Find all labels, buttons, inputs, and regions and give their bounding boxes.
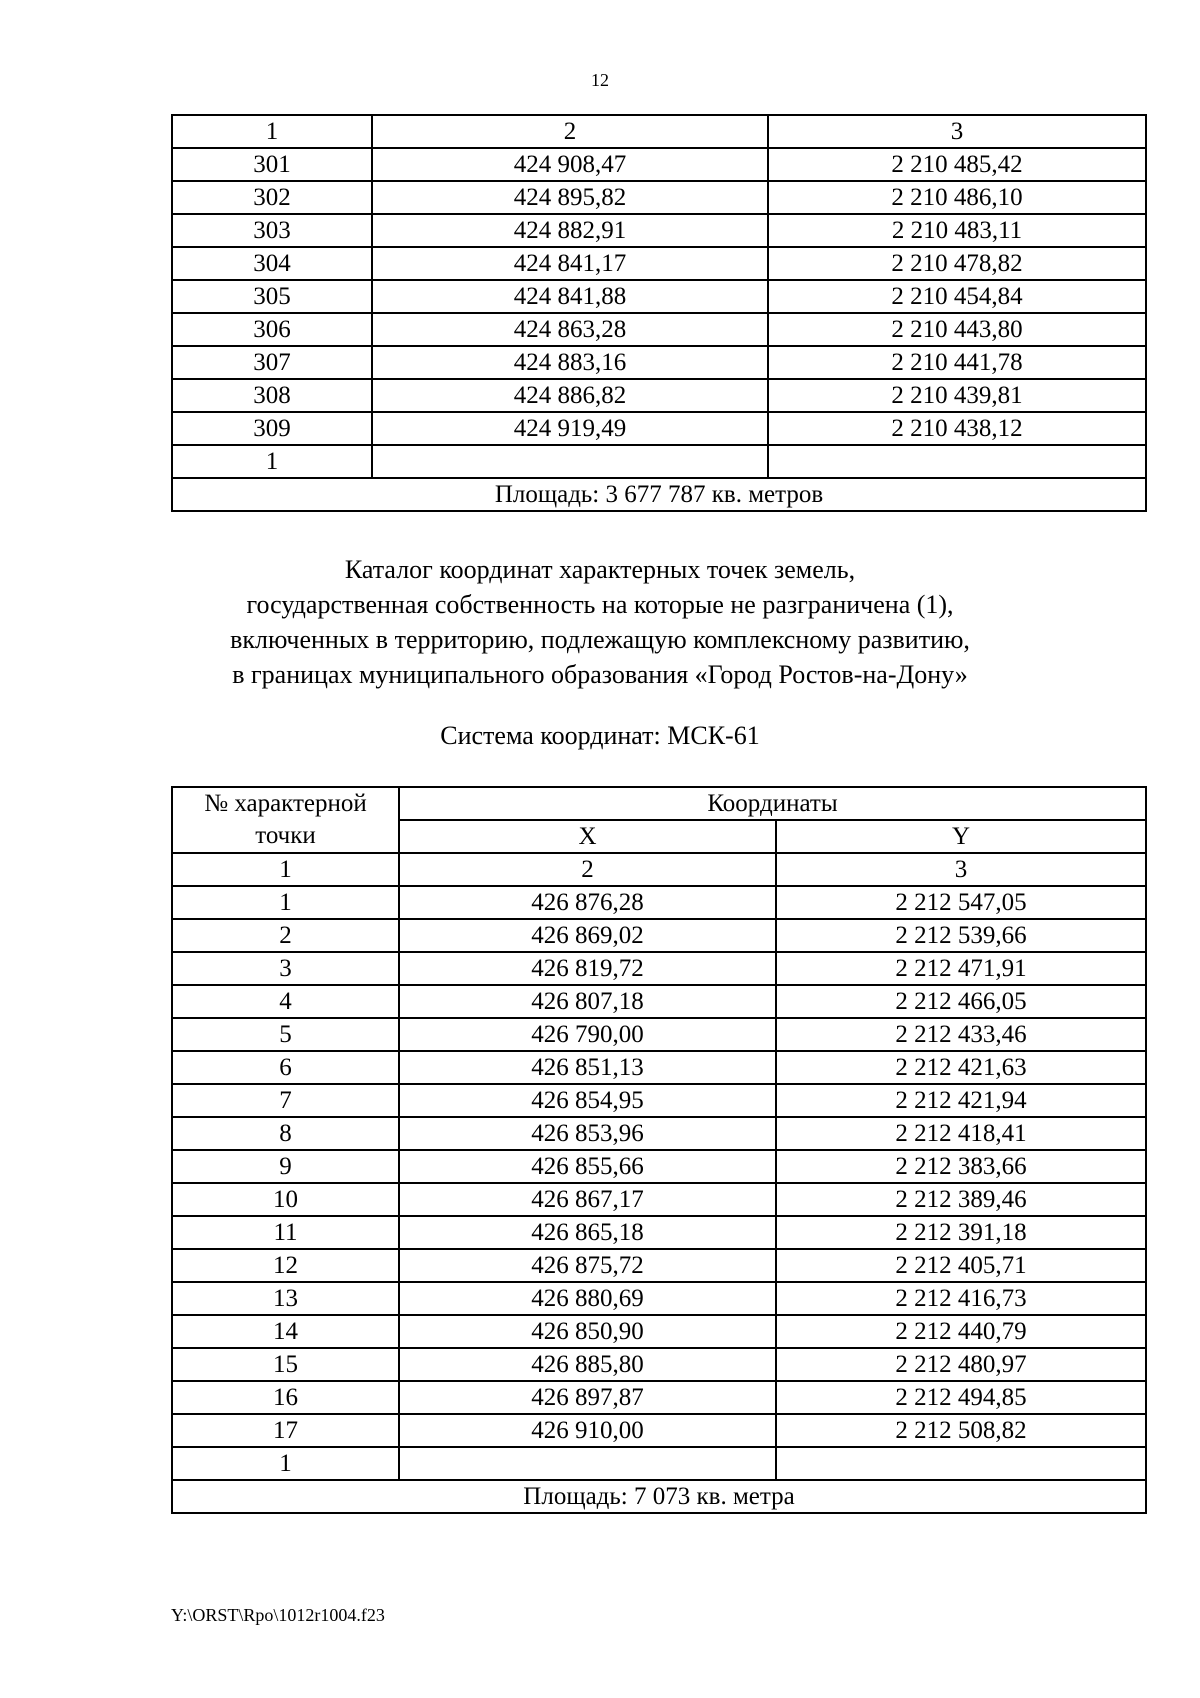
point-number: 301 [172, 148, 372, 181]
y-coordinate: 2 210 438,12 [768, 412, 1146, 445]
column-number: 1 [172, 853, 399, 886]
table-row [172, 985, 1146, 1018]
y-coordinate: 2 212 383,66 [776, 1150, 1146, 1183]
table-row [172, 1282, 1146, 1315]
point-number: 2 [172, 919, 399, 952]
point-number: 9 [172, 1150, 399, 1183]
x-coordinate: 424 882,91 [372, 214, 768, 247]
x-coordinate: 426 869,02 [399, 919, 776, 952]
table-row [172, 1381, 1146, 1414]
table-row [172, 346, 1146, 379]
x-coordinate: 426 876,28 [399, 886, 776, 919]
area-row [172, 1480, 1146, 1513]
catalog-title [0, 552, 1200, 692]
y-coordinate: 2 210 454,84 [768, 280, 1146, 313]
y-coordinate: 2 212 539,66 [776, 919, 1146, 952]
table-row [172, 1084, 1146, 1117]
x-coordinate: 426 854,95 [399, 1084, 776, 1117]
catalog-title-line: государственная собственность на которые не разграничена (1), [246, 590, 954, 619]
catalog-title-line: включенных в территорию, подлежащую комплексному развитию, [230, 625, 970, 654]
x-coordinate: 426 910,00 [399, 1414, 776, 1447]
x-coordinate: 426 880,69 [399, 1282, 776, 1315]
x-coordinate: 426 850,90 [399, 1315, 776, 1348]
table-row [172, 313, 1146, 346]
x-coordinate: 426 867,17 [399, 1183, 776, 1216]
area-value: Площадь: 3 677 787 кв. метров [172, 478, 1146, 511]
x-coordinate: 426 855,66 [399, 1150, 776, 1183]
coordinates-table-continued [171, 114, 1147, 512]
x-coordinate: 424 883,16 [372, 346, 768, 379]
point-number: 11 [172, 1216, 399, 1249]
coordinates-header: Координаты [399, 787, 1146, 820]
point-number: 10 [172, 1183, 399, 1216]
y-coordinate: 2 212 433,46 [776, 1018, 1146, 1051]
y-coordinate: 2 210 439,81 [768, 379, 1146, 412]
point-number: 7 [172, 1084, 399, 1117]
x-coordinate: 426 885,80 [399, 1348, 776, 1381]
table-row [172, 1249, 1146, 1282]
x-coordinate [372, 445, 768, 478]
y-coordinate: 2 210 441,78 [768, 346, 1146, 379]
header-cell: 1 [172, 115, 372, 148]
x-coordinate: 426 851,13 [399, 1051, 776, 1084]
x-coordinate: 426 807,18 [399, 985, 776, 1018]
x-coordinate: 426 875,72 [399, 1249, 776, 1282]
y-coordinate: 2 212 391,18 [776, 1216, 1146, 1249]
page-number: 12 [591, 70, 609, 90]
column-number: 3 [776, 853, 1146, 886]
coordinates-table [171, 786, 1147, 1514]
point-number: 8 [172, 1117, 399, 1150]
x-coordinate: 426 819,72 [399, 952, 776, 985]
y-coordinate: 2 212 466,05 [776, 985, 1146, 1018]
point-number: 12 [172, 1249, 399, 1282]
point-number: 305 [172, 280, 372, 313]
header-cell: 3 [768, 115, 1146, 148]
point-number: 304 [172, 247, 372, 280]
x-coordinate [399, 1447, 776, 1480]
table-row [172, 280, 1146, 313]
y-coordinate: 2 212 421,63 [776, 1051, 1146, 1084]
y-coordinate: 2 210 483,11 [768, 214, 1146, 247]
point-number: 17 [172, 1414, 399, 1447]
point-number: 3 [172, 952, 399, 985]
x-coordinate: 426 865,18 [399, 1216, 776, 1249]
y-coordinate: 2 210 485,42 [768, 148, 1146, 181]
point-number: 309 [172, 412, 372, 445]
area-value: Площадь: 7 073 кв. метра [172, 1480, 1146, 1513]
catalog-title-line: Каталог координат характерных точек земель, [344, 555, 856, 584]
y-coordinate: 2 212 547,05 [776, 886, 1146, 919]
point-number: 14 [172, 1315, 399, 1348]
table-row [172, 1183, 1146, 1216]
y-coordinate: 2 212 416,73 [776, 1282, 1146, 1315]
point-number: 306 [172, 313, 372, 346]
point-number: 6 [172, 1051, 399, 1084]
point-number: 5 [172, 1018, 399, 1051]
y-coordinate: 2 212 405,71 [776, 1249, 1146, 1282]
table-row [172, 247, 1146, 280]
y-coordinate: 2 212 508,82 [776, 1414, 1146, 1447]
table-row [172, 181, 1146, 214]
y-coordinate [768, 445, 1146, 478]
point-number: 1 [172, 1447, 399, 1480]
table-row [172, 952, 1146, 985]
point-number: 302 [172, 181, 372, 214]
x-coordinate: 424 908,47 [372, 148, 768, 181]
table-row [172, 1348, 1146, 1381]
table-row [172, 1447, 1146, 1480]
y-coordinate: 2 212 421,94 [776, 1084, 1146, 1117]
x-coordinate: 424 886,82 [372, 379, 768, 412]
y-coordinate: 2 212 471,91 [776, 952, 1146, 985]
point-number: 13 [172, 1282, 399, 1315]
x-coordinate: 426 853,96 [399, 1117, 776, 1150]
footer-file-path: Y:\ORST\Rpo\1012r1004.f23 [171, 1605, 385, 1625]
table-row [172, 412, 1146, 445]
x-coordinate: 424 919,49 [372, 412, 768, 445]
y-coordinate: 2 212 418,41 [776, 1117, 1146, 1150]
point-number: 308 [172, 379, 372, 412]
point-number: 307 [172, 346, 372, 379]
point-number: 303 [172, 214, 372, 247]
table-header-row [172, 115, 1146, 148]
catalog-title-line: в границах муниципального образования «Город Ростов-на-Дону» [232, 660, 968, 689]
table-row [172, 1216, 1146, 1249]
table-row [172, 379, 1146, 412]
area-row [172, 478, 1146, 511]
point-number: 1 [172, 445, 372, 478]
point-number-header: № характерной точки [172, 787, 399, 853]
header-cell: 2 [372, 115, 768, 148]
y-coordinate: 2 210 486,10 [768, 181, 1146, 214]
point-number: 4 [172, 985, 399, 1018]
y-coordinate: 2 212 440,79 [776, 1315, 1146, 1348]
point-number: 1 [172, 886, 399, 919]
table-row [172, 214, 1146, 247]
y-header: Y [776, 820, 1146, 853]
x-header: X [399, 820, 776, 853]
y-coordinate: 2 212 389,46 [776, 1183, 1146, 1216]
table-row [172, 148, 1146, 181]
table-row [172, 1051, 1146, 1084]
y-coordinate: 2 212 480,97 [776, 1348, 1146, 1381]
y-coordinate [776, 1447, 1146, 1480]
x-coordinate: 424 895,82 [372, 181, 768, 214]
table-row [172, 886, 1146, 919]
table-row [172, 1117, 1146, 1150]
x-coordinate: 426 790,00 [399, 1018, 776, 1051]
point-number: 15 [172, 1348, 399, 1381]
table-row [172, 1315, 1146, 1348]
y-coordinate: 2 210 478,82 [768, 247, 1146, 280]
column-number: 2 [399, 853, 776, 886]
table-row [172, 919, 1146, 952]
coordinate-system-label: Система координат: МСК-61 [440, 721, 760, 750]
point-number: 16 [172, 1381, 399, 1414]
table-row [172, 1414, 1146, 1447]
column-numbering-row [172, 853, 1146, 886]
table-row [172, 445, 1146, 478]
table-header-row [172, 787, 1146, 820]
y-coordinate: 2 210 443,80 [768, 313, 1146, 346]
x-coordinate: 424 863,28 [372, 313, 768, 346]
x-coordinate: 426 897,87 [399, 1381, 776, 1414]
table-row [172, 1018, 1146, 1051]
x-coordinate: 424 841,88 [372, 280, 768, 313]
y-coordinate: 2 212 494,85 [776, 1381, 1146, 1414]
x-coordinate: 424 841,17 [372, 247, 768, 280]
table-row [172, 1150, 1146, 1183]
